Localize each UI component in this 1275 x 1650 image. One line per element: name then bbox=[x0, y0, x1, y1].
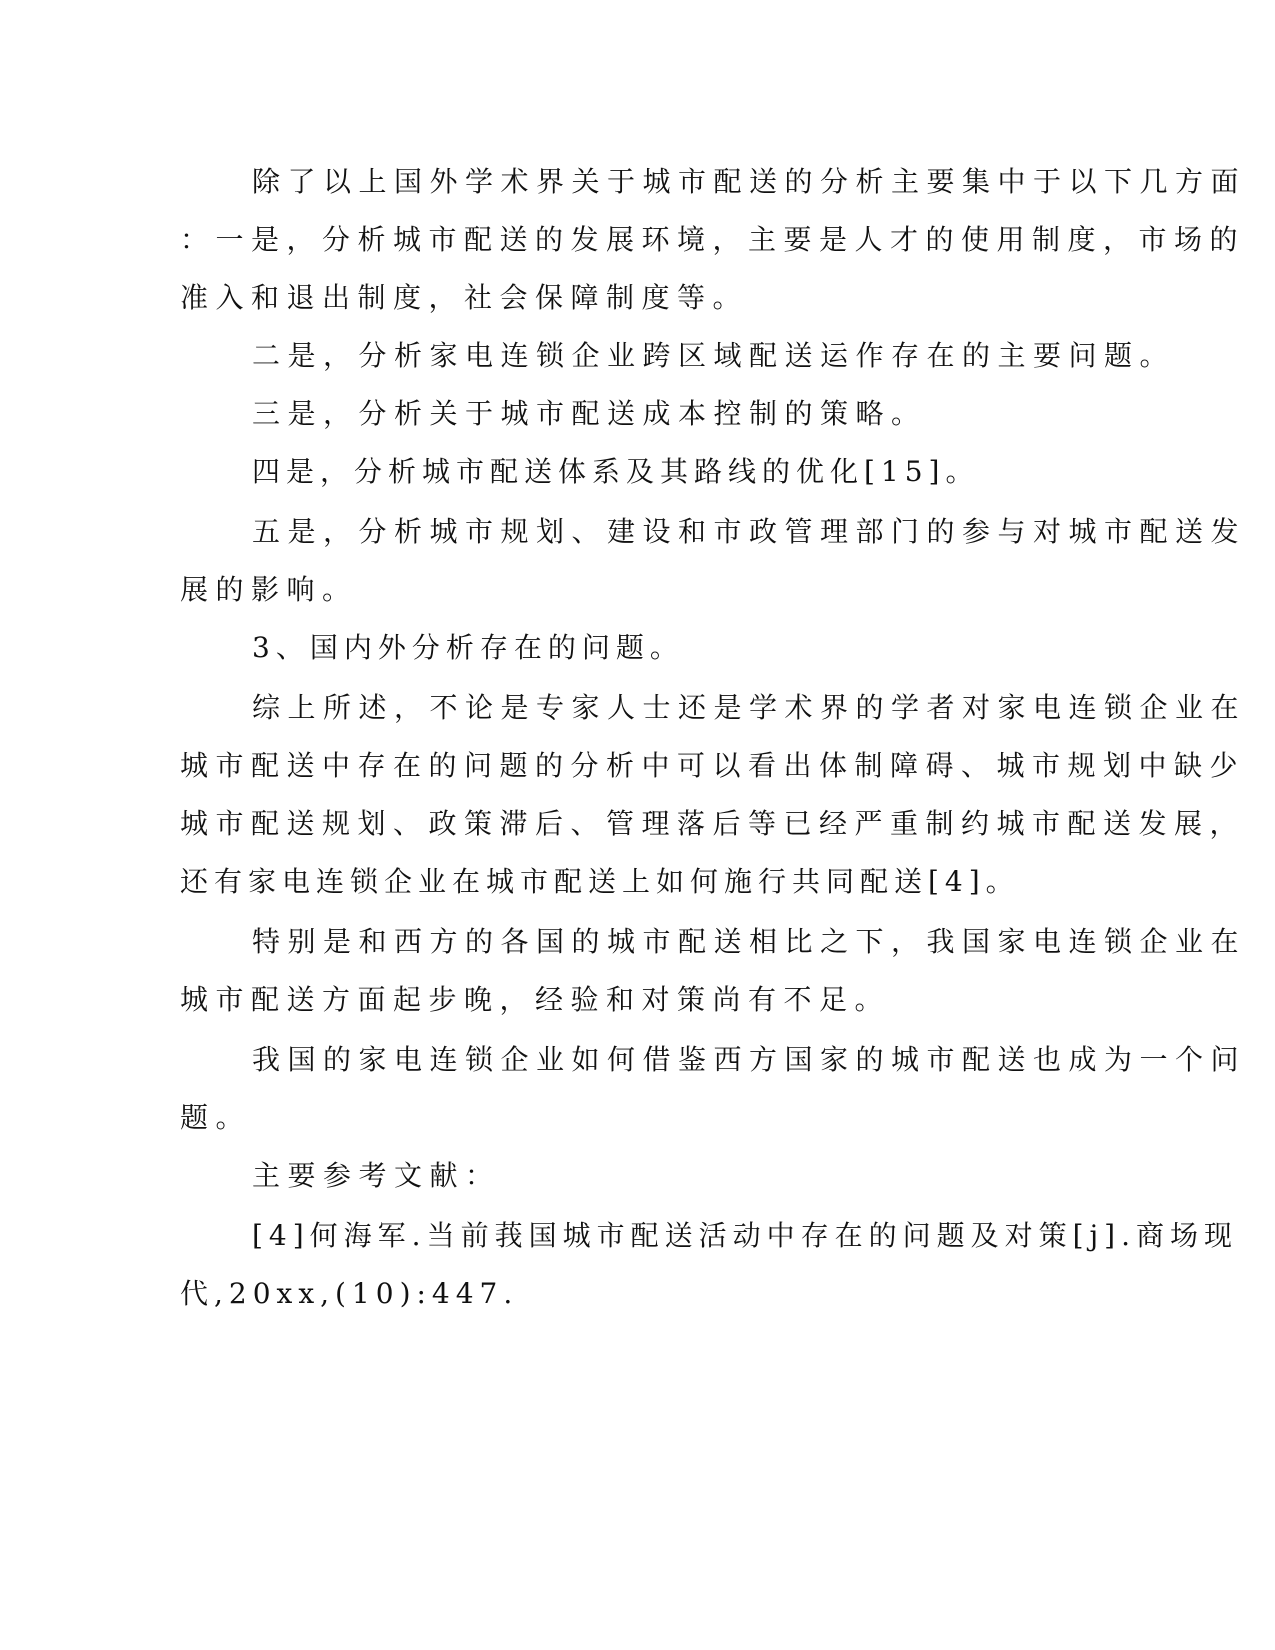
section-heading: 3、国内外分析存在的问题。 bbox=[252, 631, 684, 664]
paragraph-6-line-4: 还有家电连锁企业在城市配送上如何施行共同配送[4]。 bbox=[180, 865, 1020, 898]
paragraph-1-line-3: 准入和退出制度，社会保障制度等。 bbox=[180, 281, 749, 314]
references-heading: 主要参考文献： bbox=[252, 1159, 501, 1192]
paragraph-4-line-1: 四是，分析城市配送体系及其路线的优化[15]。 bbox=[252, 455, 980, 488]
paragraph-6-line-2: 城市配送中存在的问题的分析中可以看出体制障碍、城市规划中缺少 bbox=[180, 749, 1246, 782]
paragraph-7-line-2: 城市配送方面起步晚，经验和对策尚有不足。 bbox=[180, 983, 891, 1016]
paragraph-6-line-1: 综上所述，不论是专家人士还是学术界的学者对家电连锁企业在 bbox=[252, 691, 1247, 724]
paragraph-2-line-1: 二是，分析家电连锁企业跨区域配送运作存在的主要问题。 bbox=[252, 339, 1176, 372]
paragraph-8-line-2: 题。 bbox=[180, 1101, 252, 1134]
paragraph-8-line-1: 我国的家电连锁企业如何借鉴西方国家的城市配送也成为一个问 bbox=[252, 1043, 1247, 1076]
paragraph-1-line-2: ：一是，分析城市配送的发展环境，主要是人才的使用制度，市场的 bbox=[180, 223, 1246, 256]
paragraph-3-line-1: 三是，分析关于城市配送成本控制的策略。 bbox=[252, 397, 927, 430]
paragraph-6-line-3: 城市配送规划、政策滞后、管理落后等已经严重制约城市配送发展， bbox=[180, 807, 1246, 840]
paragraph-5-line-1: 五是，分析城市规划、建设和市政管理部门的参与对城市配送发 bbox=[252, 515, 1247, 548]
paragraph-1-line-1: 除了以上国外学术界关于城市配送的分析主要集中于以下几方面 bbox=[252, 165, 1247, 198]
paragraph-7-line-1: 特别是和西方的各国的城市配送相比之下，我国家电连锁企业在 bbox=[252, 925, 1247, 958]
paragraph-5-line-2: 展的影响。 bbox=[180, 573, 358, 606]
reference-item-line-2: 代,20xx,(10):447. bbox=[180, 1277, 519, 1310]
reference-item-line-1: [4]何海军.当前莪国城市配送活动中存在的问题及对策[j].商场现 bbox=[252, 1219, 1238, 1252]
